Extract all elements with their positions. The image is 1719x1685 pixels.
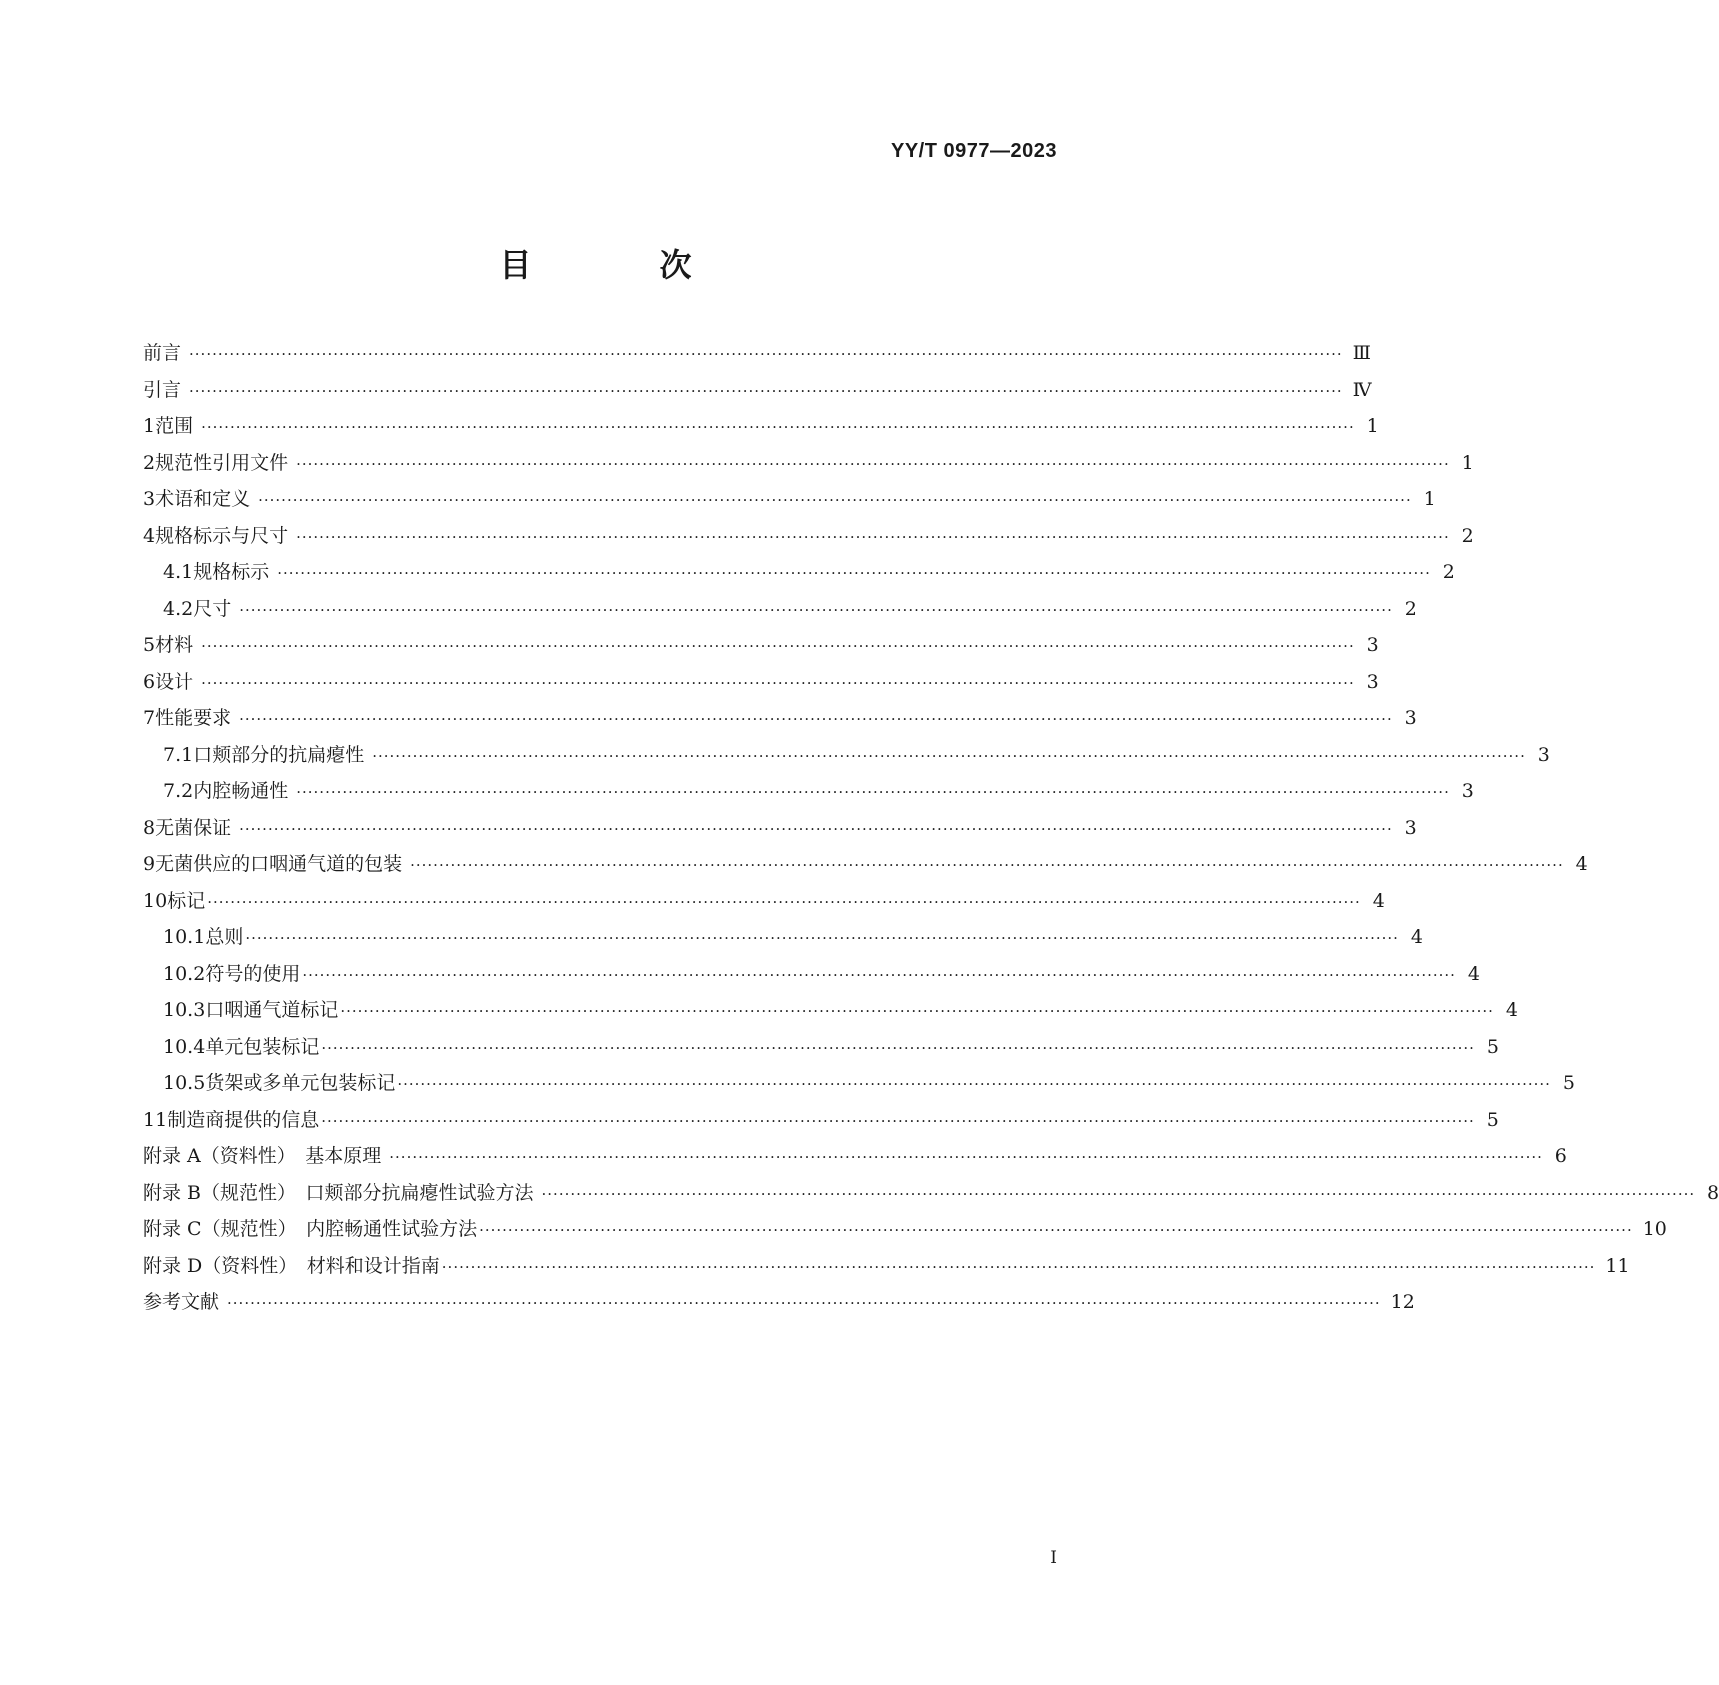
dot-leader: ········································································································································································································ — [479, 1221, 1633, 1239]
toc-entry[interactable] — [143, 338, 1371, 375]
toc-entry-number: 6 — [143, 670, 156, 693]
toc-entry[interactable] — [143, 1178, 1719, 1215]
toc-entry[interactable] — [143, 1214, 1667, 1251]
toc-entry-number: 10.1 — [163, 926, 206, 948]
toc-entry-page: 4 — [1372, 889, 1385, 912]
dot-leader: ········································································································································································································ — [302, 965, 1456, 984]
toc-entry-number: 7.1 — [163, 743, 194, 766]
toc-entry-page: 1 — [1366, 415, 1379, 437]
toc-entry[interactable] — [143, 1068, 1575, 1105]
toc-entry[interactable] — [143, 1105, 1499, 1142]
toc-entry-page: 3 — [1404, 707, 1417, 729]
toc-entry-page: 2 — [1442, 561, 1455, 583]
toc-entry-number: 9 — [143, 853, 156, 875]
toc-entry-number: 11 — [143, 1108, 168, 1131]
toc-entry-number: 4 — [143, 524, 156, 547]
toc-entry-number: 10 — [143, 889, 168, 912]
table-of-contents — [143, 338, 1719, 1324]
toc-entry[interactable] — [143, 630, 1379, 667]
dot-leader: ········································································································································································································ — [189, 381, 1343, 400]
toc-entry-label: 无菌保证 — [155, 816, 232, 839]
toc-entry[interactable] — [143, 557, 1455, 594]
toc-entry-label: 标记 — [167, 889, 206, 912]
toc-entry[interactable] — [143, 1032, 1499, 1069]
toc-entry-page: 5 — [1562, 1072, 1575, 1094]
dot-leader: ········································································································································································································ — [296, 527, 1450, 546]
dot-leader: ········································································································································································································ — [389, 1148, 1543, 1166]
toc-entry-label: 规格标示与尺寸 — [155, 524, 289, 547]
dot-leader: ········································································································································································································ — [441, 1257, 1596, 1276]
toc-entry-label: 单元包装标记 — [205, 1035, 320, 1058]
toc-entry[interactable] — [143, 1287, 1415, 1324]
toc-entry[interactable] — [143, 411, 1379, 448]
toc-entry-page: 11 — [1605, 1254, 1630, 1277]
dot-leader: ········································································································································································································ — [340, 1002, 1494, 1020]
dot-leader: ········································································································································································································ — [239, 819, 1393, 838]
dot-leader: ········································································································································································································ — [189, 345, 1343, 363]
dot-leader: ········································································································································································································ — [245, 929, 1399, 947]
toc-entry-page: 2 — [1404, 597, 1417, 620]
dot-leader: ········································································································································································································ — [201, 418, 1355, 436]
dot-leader: ········································································································································································································ — [277, 564, 1431, 582]
dot-leader: ········································································································································································································ — [207, 892, 1361, 911]
toc-entry-number: 3 — [143, 488, 156, 510]
toc-entry-label: 货架或多单元包装标记 — [205, 1072, 396, 1094]
toc-entry[interactable] — [143, 849, 1588, 886]
toc-entry-page: 2 — [1461, 524, 1474, 547]
toc-entry-number: 4.2 — [163, 597, 194, 620]
dot-leader: ········································································································································································································ — [296, 783, 1450, 801]
toc-entry-label: 性能要求 — [155, 707, 232, 729]
toc-entry-label: 符号的使用 — [205, 962, 301, 985]
toc-entry[interactable] — [143, 995, 1518, 1032]
toc-entry[interactable] — [143, 667, 1379, 704]
toc-entry-page: 3 — [1461, 780, 1474, 802]
dot-leader: ········································································································································································································ — [321, 1111, 1475, 1130]
toc-entry-label: 材料 — [155, 634, 194, 656]
toc-entry[interactable] — [143, 484, 1436, 521]
dot-leader: ········································································································································································································ — [201, 637, 1355, 655]
toc-entry[interactable] — [143, 922, 1423, 959]
toc-entry-page: 4 — [1467, 962, 1480, 985]
toc-entry-number: 1 — [143, 415, 156, 437]
toc-entry[interactable] — [143, 959, 1480, 996]
toc-entry-page: 1 — [1423, 488, 1436, 510]
toc-entry-page: Ⅳ — [1352, 378, 1372, 401]
toc-entry-page: 3 — [1404, 816, 1417, 839]
toc-entry-label: 术语和定义 — [155, 488, 251, 510]
toc-entry-label: 制造商提供的信息 — [167, 1108, 320, 1131]
toc-entry-number: 10.3 — [163, 999, 206, 1021]
toc-entry[interactable] — [143, 1251, 1630, 1288]
toc-entry-label: 无菌供应的口咽通气道的包装 — [155, 853, 403, 875]
toc-title: 目 次 — [499, 246, 740, 284]
dot-leader: ········································································································································································································ — [258, 491, 1412, 509]
toc-entry-label: 附录 D（资料性） 材料和设计指南 — [143, 1254, 440, 1277]
toc-entry[interactable] — [143, 1141, 1567, 1178]
dot-leader: ········································································································································································································ — [227, 1294, 1381, 1312]
toc-entry-label: 口咽通气道标记 — [205, 999, 339, 1021]
toc-entry-label: 附录 C（规范性） 内腔畅通性试验方法 — [143, 1218, 478, 1240]
toc-entry-label: 内腔畅通性 — [193, 780, 289, 802]
toc-entry-number: 7.2 — [163, 780, 194, 802]
toc-entry-label: 引言 — [143, 378, 182, 401]
toc-entry[interactable] — [143, 448, 1474, 485]
toc-entry[interactable] — [143, 740, 1550, 777]
footer-page-number: Ⅰ — [1050, 1548, 1057, 1568]
toc-entry-number: 7 — [143, 707, 156, 729]
toc-entry-page: 3 — [1366, 634, 1379, 656]
toc-entry[interactable] — [143, 776, 1474, 813]
dot-leader: ········································································································································································································ — [239, 600, 1393, 619]
dot-leader: ········································································································································································································ — [296, 454, 1450, 473]
toc-entry[interactable] — [143, 521, 1474, 558]
toc-entry-label: 参考文献 — [143, 1291, 220, 1313]
toc-entry-page: 3 — [1537, 743, 1550, 766]
toc-entry-page: 4 — [1575, 853, 1588, 875]
toc-entry[interactable] — [143, 375, 1372, 412]
toc-entry-label: 设计 — [155, 670, 194, 693]
toc-entry-page: 5 — [1486, 1108, 1499, 1131]
toc-entry-label: 附录 A（资料性） 基本原理 — [143, 1145, 382, 1167]
toc-entry-number: 8 — [143, 816, 156, 839]
dot-leader: ········································································································································································································ — [321, 1038, 1475, 1057]
toc-entry-number: 2 — [143, 451, 156, 474]
toc-entry-label: 口颊部分的抗扁瘪性 — [193, 743, 365, 766]
dot-leader: ········································································································································································································ — [410, 856, 1564, 874]
toc-entry-page: 5 — [1486, 1035, 1499, 1058]
dot-leader: ········································································································································································································ — [541, 1184, 1696, 1203]
toc-entry-number: 10.4 — [163, 1035, 206, 1058]
toc-entry[interactable] — [143, 813, 1417, 850]
toc-entry-number: 5 — [143, 634, 156, 656]
toc-entry[interactable] — [143, 594, 1417, 631]
toc-entry-page: 10 — [1642, 1218, 1667, 1240]
toc-entry-page: Ⅲ — [1352, 342, 1371, 364]
toc-entry-page: 12 — [1390, 1291, 1415, 1313]
dot-leader: ········································································································································································································ — [201, 673, 1355, 692]
dot-leader: ········································································································································································································ — [239, 710, 1393, 728]
toc-entry-label: 总则 — [205, 926, 244, 948]
toc-entry-label: 范围 — [155, 415, 194, 437]
dot-leader: ········································································································································································································ — [372, 746, 1526, 765]
toc-entry-page: 8 — [1707, 1181, 1719, 1204]
toc-entry-page: 1 — [1461, 451, 1474, 474]
standard-code: YY/T 0977—2023 — [891, 140, 1057, 162]
toc-entry-number: 10.2 — [163, 962, 206, 985]
toc-entry-label: 前言 — [143, 342, 182, 364]
toc-entry-page: 3 — [1366, 670, 1379, 693]
toc-entry-label: 规范性引用文件 — [155, 451, 289, 474]
toc-entry-number: 10.5 — [163, 1072, 206, 1094]
toc-entry-label: 规格标示 — [193, 561, 270, 583]
toc-entry[interactable] — [143, 886, 1385, 923]
dot-leader: ········································································································································································································ — [397, 1075, 1551, 1093]
toc-entry-page: 4 — [1410, 926, 1423, 948]
toc-entry-label: 附录 B（规范性） 口颊部分抗扁瘪性试验方法 — [143, 1181, 534, 1204]
toc-entry-number: 4.1 — [163, 561, 194, 583]
toc-entry-page: 6 — [1554, 1145, 1567, 1167]
toc-entry[interactable] — [143, 703, 1417, 740]
toc-entry-page: 4 — [1505, 999, 1518, 1021]
toc-entry-label: 尺寸 — [193, 597, 232, 620]
